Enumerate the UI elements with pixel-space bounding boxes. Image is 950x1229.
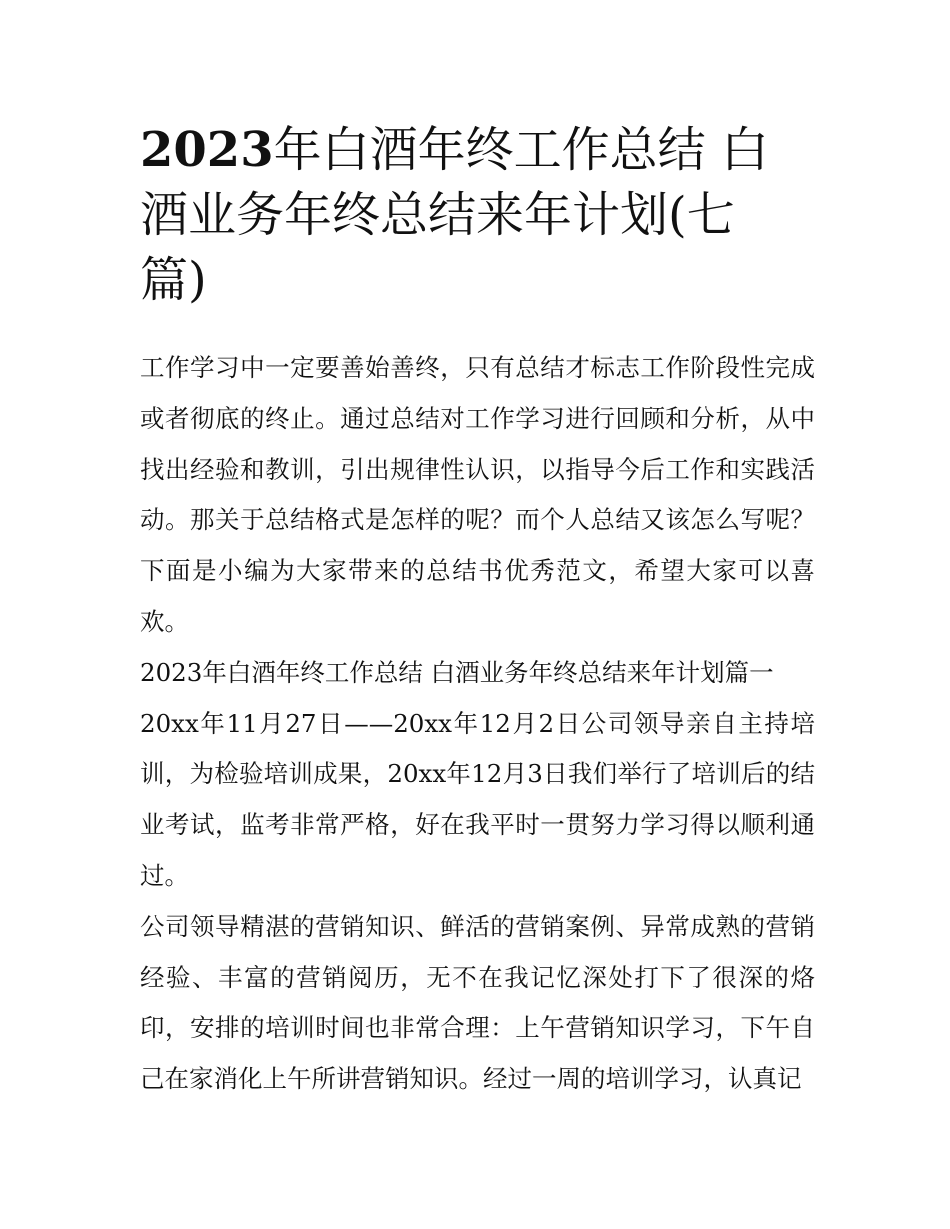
body-paragraph: 20xx年11月27日——20xx年12月2日公司领导亲自主持培训，为检验培训成果，20xx年12月3日我们举行了培训后的结业考试，监考非常严格，好在我平时一贯努力学习得以顺利通过。 xyxy=(140,708,815,890)
title-text: 年白酒年终工作总结 白酒业务年终总结来年计划(七篇) xyxy=(140,122,769,308)
intro-paragraph: 工作学习中一定要善始善终，只有总结才标志工作阶段性完成或者彻底的终止。通过总结对工作学习进行回顾和分析，从中找出经验和教训，引出规律性认识，以指导今后工作和实践活动。那关于总结格式是怎样的呢？而个人总结又该怎么写呢？下面是小编为大家带来的总结书优秀范文，希望大家可以喜欢。 xyxy=(140,353,815,636)
document-body xyxy=(140,343,815,1105)
document-page xyxy=(140,118,815,1105)
body-paragraph: 公司领导精湛的营销知识、鲜活的营销案例、异常成熟的营销经验、丰富的营销阅历，无不在我记忆深处打下了很深的烙印，安排的培训时间也非常合理：上午营销知识学习，下午自己在家消化上午所讲营销知识。经过一周的培训学习，认真记 xyxy=(140,911,815,1094)
title-year: 2023 xyxy=(140,122,274,178)
section-heading: 2023年白酒年终工作总结 白酒业务年终总结来年计划篇一 xyxy=(140,657,774,687)
document-title xyxy=(140,118,780,313)
